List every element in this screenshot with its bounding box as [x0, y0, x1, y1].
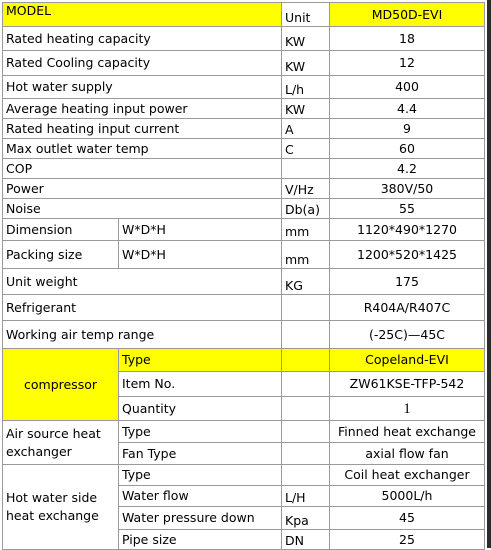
air-source-type-label: Type	[119, 421, 282, 443]
spec-value: 18	[330, 27, 485, 51]
spec-unit: V/Hz	[282, 179, 330, 199]
pipe-size-value: 25	[330, 530, 485, 550]
compressor-label: compressor	[3, 349, 119, 421]
spec-unit: A	[282, 119, 330, 139]
hot-water-row	[3, 465, 485, 486]
spec-label: Unit weight	[3, 269, 282, 295]
spec-label: COP	[3, 159, 282, 179]
header-row	[3, 3, 485, 27]
spec-value: (-25C)—45C	[330, 321, 485, 349]
spec-unit	[282, 159, 330, 179]
header-unit: Unit	[282, 3, 330, 27]
spec-unit	[282, 321, 330, 349]
spec-value: 55	[330, 199, 485, 219]
spec-value: 400	[330, 76, 485, 99]
spec-unit: KW	[282, 99, 330, 119]
spec-value: R404A/R407C	[330, 295, 485, 321]
spec-row	[3, 179, 485, 199]
spec-unit: L/h	[282, 76, 330, 99]
model-value: MD50D-EVI	[330, 3, 485, 27]
compressor-quantity-value: 1	[330, 397, 485, 421]
air-source-type-unit	[282, 421, 330, 443]
spec-sublabel: W*D*H	[119, 219, 282, 241]
spec-unit	[282, 295, 330, 321]
spec-row	[3, 295, 485, 321]
spec-label: Rated heating capacity	[3, 27, 282, 51]
fan-type-label: Fan Type	[119, 443, 282, 465]
spec-label: Packing size	[3, 241, 119, 269]
spec-label: Hot water supply	[3, 76, 282, 99]
spec-row	[3, 241, 485, 269]
compressor-row	[3, 349, 485, 372]
compressor-type-unit	[282, 349, 330, 372]
spec-unit: KG	[282, 269, 330, 295]
air-source-label: Air source heat exchanger	[3, 421, 119, 465]
water-pressure-unit: Kpa	[282, 507, 330, 530]
compressor-item-unit	[282, 372, 330, 397]
spec-unit: mm	[282, 241, 330, 269]
spec-value: 1120*490*1270	[330, 219, 485, 241]
spec-unit: Db(a)	[282, 199, 330, 219]
spec-label: Max outlet water temp	[3, 139, 282, 159]
spec-row	[3, 199, 485, 219]
pipe-size-unit: DN	[282, 530, 330, 550]
spec-unit: mm	[282, 219, 330, 241]
compressor-item-value: ZW61KSE-TFP-542	[330, 372, 485, 397]
right-edge-border	[487, 0, 491, 548]
spec-row	[3, 219, 485, 241]
air-source-type-value: Finned heat exchange	[330, 421, 485, 443]
spec-row	[3, 159, 485, 179]
hot-water-type-value: Coil heat exchanger	[330, 465, 485, 486]
compressor-quantity-label: Quantity	[119, 397, 282, 421]
hot-water-label: Hot water side heat exchange	[3, 465, 119, 550]
spec-value: 9	[330, 119, 485, 139]
spec-label: Noise	[3, 199, 282, 219]
water-flow-value: 5000L/h	[330, 486, 485, 507]
spec-value: 4.4	[330, 99, 485, 119]
spec-table	[2, 2, 485, 550]
hot-water-type-unit	[282, 465, 330, 486]
spec-row	[3, 51, 485, 76]
spec-value: 175	[330, 269, 485, 295]
pipe-size-label: Pipe size	[119, 530, 282, 550]
spec-value: 60	[330, 139, 485, 159]
air-source-row	[3, 421, 485, 443]
spec-label: Rated heating input current	[3, 119, 282, 139]
spec-label: Average heating input power	[3, 99, 282, 119]
water-pressure-value: 45	[330, 507, 485, 530]
spec-value: 4.2	[330, 159, 485, 179]
spec-row	[3, 76, 485, 99]
spec-row	[3, 139, 485, 159]
spec-row	[3, 119, 485, 139]
spec-unit: C	[282, 139, 330, 159]
spec-label: Power	[3, 179, 282, 199]
spec-label: Working air temp range	[3, 321, 282, 349]
spec-label: Refrigerant	[3, 295, 282, 321]
water-flow-label: Water flow	[119, 486, 282, 507]
compressor-item-label: Item No.	[119, 372, 282, 397]
spec-unit: KW	[282, 27, 330, 51]
spec-value: 1200*520*1425	[330, 241, 485, 269]
spec-value: 380V/50	[330, 179, 485, 199]
spec-value: 12	[330, 51, 485, 76]
header-label: MODEL	[3, 3, 282, 27]
compressor-quantity-unit	[282, 397, 330, 421]
spec-row	[3, 321, 485, 349]
spec-row	[3, 99, 485, 119]
compressor-type-label: Type	[119, 349, 282, 372]
compressor-type-value: Copeland-EVI	[330, 349, 485, 372]
water-pressure-label: Water pressure down	[119, 507, 282, 530]
spec-label: Dimension	[3, 219, 119, 241]
fan-type-unit	[282, 443, 330, 465]
spec-unit: KW	[282, 51, 330, 76]
water-flow-unit: L/H	[282, 486, 330, 507]
spec-row	[3, 269, 485, 295]
spec-row	[3, 27, 485, 51]
spec-label: Rated Cooling capacity	[3, 51, 282, 76]
hot-water-type-label: Type	[119, 465, 282, 486]
spec-sublabel: W*D*H	[119, 241, 282, 269]
fan-type-value: axial flow fan	[330, 443, 485, 465]
